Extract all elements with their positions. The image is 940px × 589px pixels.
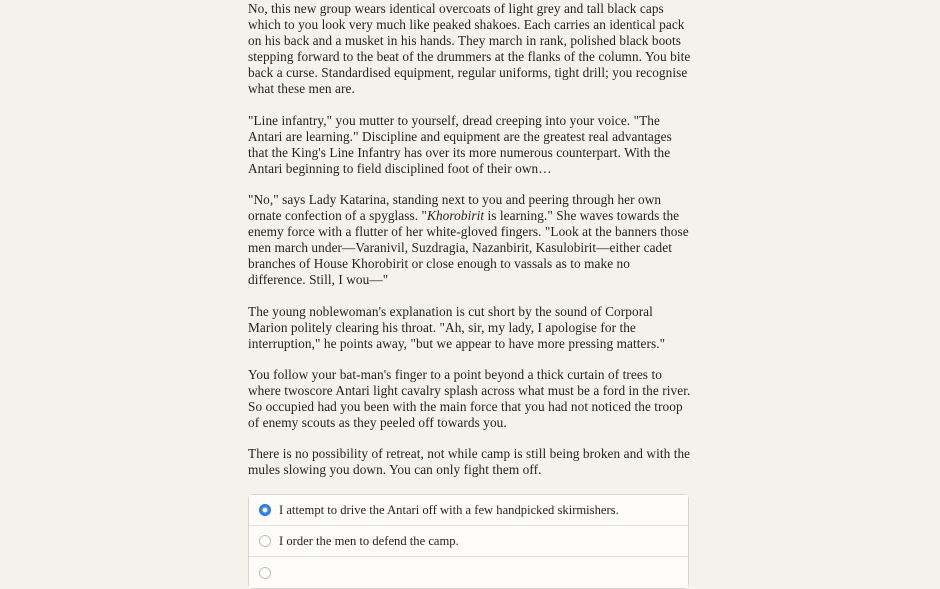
choice-panel	[248, 494, 689, 589]
story-paragraph: You follow your bat-man's finger to a point beyond a thick curtain of trees to where twoscore Antari light cavalry splash across what must be a ford in the river. So occupied had you been with the main force that you had not noticed the troop of enemy scouts as they peeled off towards you.	[248, 366, 691, 431]
choice-option-skirmishers[interactable]	[249, 495, 688, 526]
paragraph-text-segment: "No," says Lady Katarina, standing next to you and peering through her own ornate confection of a spyglass. "	[248, 191, 662, 224]
radio-unselected-icon[interactable]	[259, 535, 271, 547]
radio-unselected-icon[interactable]	[259, 567, 271, 579]
story-paragraph	[248, 192, 691, 289]
story-paragraph: "Line infantry," you mutter to yourself, dread creeping into your voice. "The Antari are learning." Discipline and equipment are the greatest real advantages that the King's Line Infantry has over its more numerous counterpart. With the Antari beginning to field disciplined foot of their own…	[248, 112, 672, 176]
story-paragraph: No, this new group wears identical overcoats of light grey and tall black caps which to you look very much like peaked shakoes. Each carries an identical pack on his back and a musket in his hands. They march in rank, polished black boots stepping forward to the beat of the drummers at the flanks of the column. You bite back a curse. Standardised equipment, regular uniforms, tight drill; you recognise what these men are.	[248, 1, 691, 97]
choice-option-label: I order the men to defend the camp.	[279, 534, 459, 549]
story-paragraph: The young noblewoman's explanation is cut short by the sound of Corporal Marion politely clearing his throat. "Ah, sir, my lady, I apologise for the interruption," he points away, "but we appear to have more pressing matters."	[248, 303, 666, 351]
choice-option-third-partially-visible[interactable]	[249, 557, 688, 588]
choice-option-label: I attempt to drive the Antari off with a few handpicked skirmishers.	[279, 503, 619, 518]
radio-selected-icon[interactable]	[259, 504, 271, 516]
story-text-column	[248, 0, 691, 589]
paragraph-text-segment: is learning." She waves towards the enemy force with a flutter of her white-gloved fingers. "Look at the banners those men march under—Varanivil, Suzdragia, Nazanbirit, Kasulobirit—either cadet branches of House Khorobirit or close enough to vassals as to make no difference. Still, I wou—"	[248, 208, 689, 288]
emphasised-name: Khorobirit	[427, 208, 485, 224]
story-paragraph: There is no possibility of retreat, not while camp is still being broken and with the mules slowing you down. You can only fight them off.	[248, 446, 691, 478]
choice-option-defend-camp[interactable]	[249, 526, 688, 557]
